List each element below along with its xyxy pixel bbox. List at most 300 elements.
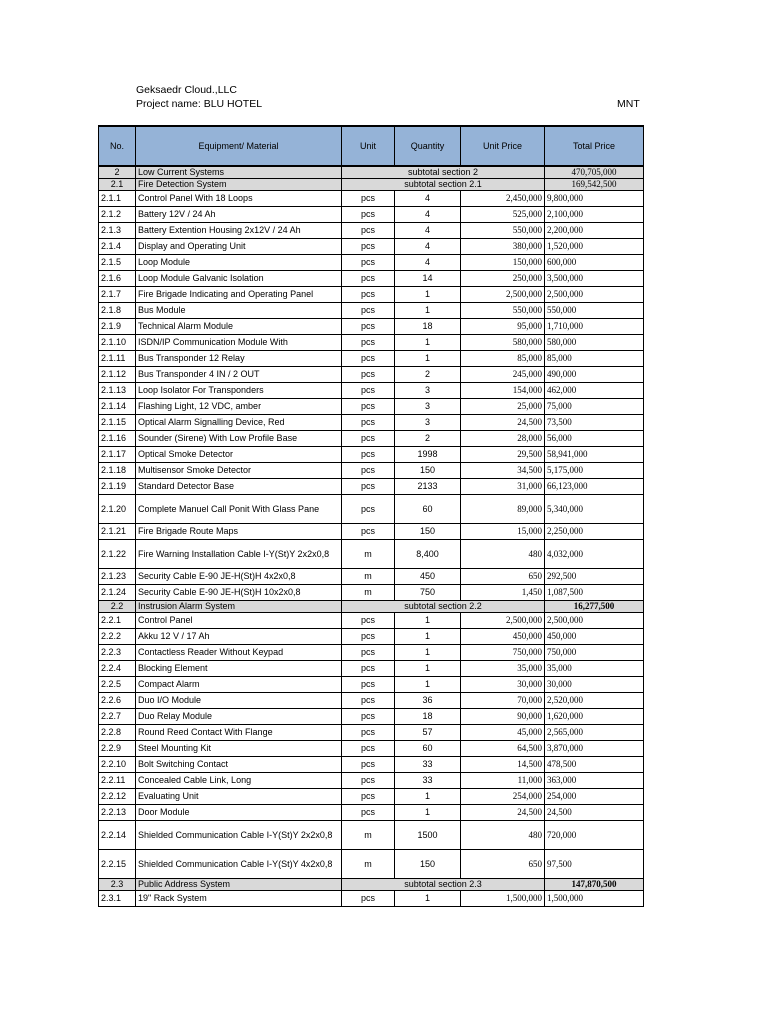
item-number: 2.1.14 — [99, 399, 136, 415]
item-total-price: 75,000 — [545, 399, 644, 415]
item-name: Contactless Reader Without Keypad — [136, 645, 342, 661]
subtotal-label: subtotal section 2.2 — [342, 601, 545, 613]
item-quantity: 2 — [395, 431, 461, 447]
company-name: Geksaedr Cloud.,LLC — [136, 84, 237, 96]
item-unit-price: 2,450,000 — [461, 191, 545, 207]
table-row — [99, 757, 644, 773]
table-row — [99, 850, 644, 879]
item-quantity: 450 — [395, 569, 461, 585]
table-row — [99, 741, 644, 757]
item-name: Bus Transponder 4 IN / 2 OUT — [136, 367, 342, 383]
item-unit-price: 550,000 — [461, 223, 545, 239]
item-total-price: 292,500 — [545, 569, 644, 585]
item-number: 2.1.1 — [99, 191, 136, 207]
item-unit: pcs — [342, 383, 395, 399]
item-number: 2.1.2 — [99, 207, 136, 223]
table-row — [99, 399, 644, 415]
table-row — [99, 629, 644, 645]
item-unit: pcs — [342, 223, 395, 239]
col-header-unit: Unit — [342, 126, 395, 166]
item-quantity: 150 — [395, 850, 461, 879]
item-name: Optical Smoke Detector — [136, 447, 342, 463]
item-number: 2.1.16 — [99, 431, 136, 447]
item-name: Control Panel With 18 Loops — [136, 191, 342, 207]
item-unit: pcs — [342, 805, 395, 821]
item-total-price: 580,000 — [545, 335, 644, 351]
item-number: 2.1.4 — [99, 239, 136, 255]
item-number: 2.1.19 — [99, 479, 136, 495]
item-unit-price: 154,000 — [461, 383, 545, 399]
item-number: 2.2.9 — [99, 741, 136, 757]
item-name: Evaluating Unit — [136, 789, 342, 805]
item-total-price: 2,200,000 — [545, 223, 644, 239]
item-unit: pcs — [342, 693, 395, 709]
item-unit: pcs — [342, 447, 395, 463]
item-number: 2.1.9 — [99, 319, 136, 335]
item-quantity: 1 — [395, 351, 461, 367]
table-row — [99, 271, 644, 287]
table-row — [99, 447, 644, 463]
table-row — [99, 335, 644, 351]
item-unit: pcs — [342, 757, 395, 773]
item-unit: pcs — [342, 891, 395, 907]
item-unit: pcs — [342, 645, 395, 661]
subtotal-label: subtotal section 2 — [342, 166, 545, 179]
item-unit: pcs — [342, 725, 395, 741]
col-header-total-price: Total Price — [545, 126, 644, 166]
table-row — [99, 495, 644, 524]
item-total-price: 73,500 — [545, 415, 644, 431]
subtotal-value: 16,277,500 — [545, 601, 644, 613]
section-number: 2.3 — [99, 879, 136, 891]
item-unit-price: 31,000 — [461, 479, 545, 495]
table-row — [99, 463, 644, 479]
item-total-price: 720,000 — [545, 821, 644, 850]
item-quantity: 150 — [395, 524, 461, 540]
item-unit: pcs — [342, 629, 395, 645]
item-total-price: 9,800,000 — [545, 191, 644, 207]
item-unit: pcs — [342, 741, 395, 757]
table-row — [99, 585, 644, 601]
item-unit: pcs — [342, 495, 395, 524]
item-number: 2.1.23 — [99, 569, 136, 585]
item-total-price: 2,250,000 — [545, 524, 644, 540]
item-unit: m — [342, 585, 395, 601]
item-unit: pcs — [342, 431, 395, 447]
section-row — [99, 879, 644, 891]
table-row — [99, 693, 644, 709]
item-unit: pcs — [342, 479, 395, 495]
item-quantity: 1 — [395, 287, 461, 303]
item-name: Round Reed Contact With Flange — [136, 725, 342, 741]
item-total-price: 56,000 — [545, 431, 644, 447]
item-unit: m — [342, 821, 395, 850]
table-row — [99, 805, 644, 821]
table-row — [99, 319, 644, 335]
item-number: 2.1.17 — [99, 447, 136, 463]
col-header-quantity: Quantity — [395, 126, 461, 166]
item-total-price: 66,123,000 — [545, 479, 644, 495]
item-unit: pcs — [342, 789, 395, 805]
item-unit: pcs — [342, 661, 395, 677]
item-unit-price: 95,000 — [461, 319, 545, 335]
item-unit-price: 450,000 — [461, 629, 545, 645]
item-unit-price: 1,450 — [461, 585, 545, 601]
item-unit: pcs — [342, 287, 395, 303]
item-number: 2.1.8 — [99, 303, 136, 319]
item-total-price: 478,500 — [545, 757, 644, 773]
table-row — [99, 677, 644, 693]
item-total-price: 5,175,000 — [545, 463, 644, 479]
item-total-price: 2,520,000 — [545, 693, 644, 709]
item-unit-price: 85,000 — [461, 351, 545, 367]
item-quantity: 2 — [395, 367, 461, 383]
item-name: Optical Alarm Signalling Device, Red — [136, 415, 342, 431]
item-unit: m — [342, 540, 395, 569]
item-total-price: 3,500,000 — [545, 271, 644, 287]
item-unit-price: 34,500 — [461, 463, 545, 479]
item-unit-price: 11,000 — [461, 773, 545, 789]
item-number: 2.1.21 — [99, 524, 136, 540]
item-number: 2.1.6 — [99, 271, 136, 287]
table-row — [99, 207, 644, 223]
item-unit: pcs — [342, 335, 395, 351]
item-unit: pcs — [342, 351, 395, 367]
item-total-price: 550,000 — [545, 303, 644, 319]
item-quantity: 4 — [395, 223, 461, 239]
item-name: Door Module — [136, 805, 342, 821]
item-quantity: 14 — [395, 271, 461, 287]
item-quantity: 8,400 — [395, 540, 461, 569]
item-number: 2.1.18 — [99, 463, 136, 479]
item-quantity: 750 — [395, 585, 461, 601]
item-number: 2.2.12 — [99, 789, 136, 805]
item-total-price: 3,870,000 — [545, 741, 644, 757]
item-name: Loop Module Galvanic Isolation — [136, 271, 342, 287]
subtotal-label: subtotal section 2.1 — [342, 179, 545, 191]
item-quantity: 1 — [395, 789, 461, 805]
item-name: Security Cable E-90 JE-H(St)H 4x2x0,8 — [136, 569, 342, 585]
item-name: Control Panel — [136, 613, 342, 629]
item-name: Battery 12V / 24 Ah — [136, 207, 342, 223]
table-row — [99, 789, 644, 805]
col-header-no: No. — [99, 126, 136, 166]
section-name: Instrusion Alarm System — [136, 601, 342, 613]
item-unit: pcs — [342, 399, 395, 415]
item-quantity: 1 — [395, 629, 461, 645]
item-unit-price: 89,000 — [461, 495, 545, 524]
table-row — [99, 645, 644, 661]
item-name: Shielded Communication Cable I-Y(St)Y 4x2x0,8 — [136, 850, 342, 879]
item-quantity: 2133 — [395, 479, 461, 495]
item-number: 2.2.7 — [99, 709, 136, 725]
table-row — [99, 479, 644, 495]
item-number: 2.2.2 — [99, 629, 136, 645]
item-quantity: 4 — [395, 191, 461, 207]
item-unit: pcs — [342, 613, 395, 629]
item-number: 2.1.22 — [99, 540, 136, 569]
item-unit-price: 525,000 — [461, 207, 545, 223]
item-unit-price: 480 — [461, 540, 545, 569]
item-number: 2.1.10 — [99, 335, 136, 351]
item-unit-price: 25,000 — [461, 399, 545, 415]
item-unit: pcs — [342, 415, 395, 431]
item-total-price: 1,710,000 — [545, 319, 644, 335]
item-number: 2.2.6 — [99, 693, 136, 709]
item-unit: pcs — [342, 463, 395, 479]
item-total-price: 85,000 — [545, 351, 644, 367]
item-name: Loop Isolator For Transponders — [136, 383, 342, 399]
item-quantity: 60 — [395, 495, 461, 524]
item-total-price: 2,565,000 — [545, 725, 644, 741]
item-unit-price: 250,000 — [461, 271, 545, 287]
item-unit: pcs — [342, 524, 395, 540]
item-number: 2.2.14 — [99, 821, 136, 850]
col-header-equipment: Equipment/ Material — [136, 126, 342, 166]
item-unit-price: 64,500 — [461, 741, 545, 757]
item-unit: pcs — [342, 677, 395, 693]
item-unit-price: 580,000 — [461, 335, 545, 351]
item-unit-price: 1,500,000 — [461, 891, 545, 907]
item-unit-price: 14,500 — [461, 757, 545, 773]
item-total-price: 363,000 — [545, 773, 644, 789]
item-name: Bolt Switching Contact — [136, 757, 342, 773]
item-number: 2.2.11 — [99, 773, 136, 789]
item-unit-price: 29,500 — [461, 447, 545, 463]
item-unit-price: 28,000 — [461, 431, 545, 447]
item-quantity: 3 — [395, 383, 461, 399]
item-name: Duo I/O Module — [136, 693, 342, 709]
item-name: 19" Rack System — [136, 891, 342, 907]
section-number: 2 — [99, 166, 136, 179]
table-row — [99, 613, 644, 629]
bill-of-quantities-table — [98, 125, 644, 907]
table-row — [99, 661, 644, 677]
item-name: Battery Extention Housing 2x12V / 24 Ah — [136, 223, 342, 239]
item-quantity: 1 — [395, 805, 461, 821]
table-row — [99, 351, 644, 367]
item-number: 2.2.5 — [99, 677, 136, 693]
table-row — [99, 709, 644, 725]
project-name: Project name: BLU HOTEL — [136, 98, 263, 110]
item-number: 2.2.1 — [99, 613, 136, 629]
table-row — [99, 303, 644, 319]
item-number: 2.2.15 — [99, 850, 136, 879]
item-total-price: 1,500,000 — [545, 891, 644, 907]
item-unit: pcs — [342, 709, 395, 725]
subtotal-value: 169,542,500 — [545, 179, 644, 191]
table-row — [99, 891, 644, 907]
item-quantity: 150 — [395, 463, 461, 479]
item-unit: pcs — [342, 367, 395, 383]
table-row — [99, 255, 644, 271]
subtotal-value: 470,705,000 — [545, 166, 644, 179]
item-total-price: 35,000 — [545, 661, 644, 677]
item-quantity: 3 — [395, 415, 461, 431]
item-quantity: 3 — [395, 399, 461, 415]
item-unit-price: 380,000 — [461, 239, 545, 255]
item-quantity: 1 — [395, 335, 461, 351]
section-row — [99, 166, 644, 179]
item-quantity: 4 — [395, 239, 461, 255]
item-unit-price: 90,000 — [461, 709, 545, 725]
item-quantity: 18 — [395, 709, 461, 725]
item-unit-price: 35,000 — [461, 661, 545, 677]
item-name: Blocking Element — [136, 661, 342, 677]
table-row — [99, 773, 644, 789]
item-unit-price: 2,500,000 — [461, 287, 545, 303]
subtotal-value: 147,870,500 — [545, 879, 644, 891]
item-total-price: 24,500 — [545, 805, 644, 821]
table-row — [99, 569, 644, 585]
table-row — [99, 725, 644, 741]
item-total-price: 462,000 — [545, 383, 644, 399]
item-name: Bus Transponder 12 Relay — [136, 351, 342, 367]
item-unit-price: 480 — [461, 821, 545, 850]
item-unit-price: 550,000 — [461, 303, 545, 319]
item-number: 2.1.13 — [99, 383, 136, 399]
table-row — [99, 524, 644, 540]
item-total-price: 1,520,000 — [545, 239, 644, 255]
table-body — [99, 166, 644, 907]
item-quantity: 1998 — [395, 447, 461, 463]
section-name: Fire Detection System — [136, 179, 342, 191]
item-unit-price: 650 — [461, 850, 545, 879]
item-quantity: 1 — [395, 645, 461, 661]
item-quantity: 1 — [395, 661, 461, 677]
item-unit-price: 2,500,000 — [461, 613, 545, 629]
section-number: 2.1 — [99, 179, 136, 191]
item-name: Standard Detector Base — [136, 479, 342, 495]
table-row — [99, 431, 644, 447]
item-quantity: 57 — [395, 725, 461, 741]
item-total-price: 30,000 — [545, 677, 644, 693]
table-row — [99, 415, 644, 431]
item-unit: pcs — [342, 191, 395, 207]
item-unit: pcs — [342, 207, 395, 223]
currency-label: MNT — [617, 98, 640, 110]
item-name: Loop Module — [136, 255, 342, 271]
section-row — [99, 601, 644, 613]
item-quantity: 1 — [395, 891, 461, 907]
item-name: Security Cable E-90 JE-H(St)H 10x2x0,8 — [136, 585, 342, 601]
subtotal-label: subtotal section 2.3 — [342, 879, 545, 891]
item-total-price: 490,000 — [545, 367, 644, 383]
item-quantity: 1 — [395, 677, 461, 693]
item-total-price: 1,620,000 — [545, 709, 644, 725]
item-name: Fire Brigade Indicating and Operating Panel — [136, 287, 342, 303]
item-unit-price: 15,000 — [461, 524, 545, 540]
item-number: 2.1.7 — [99, 287, 136, 303]
item-number: 2.3.1 — [99, 891, 136, 907]
section-name: Low Current Systems — [136, 166, 342, 179]
item-number: 2.2.13 — [99, 805, 136, 821]
table-row — [99, 287, 644, 303]
item-unit-price: 24,500 — [461, 415, 545, 431]
item-quantity: 1 — [395, 613, 461, 629]
item-number: 2.1.5 — [99, 255, 136, 271]
item-quantity: 33 — [395, 773, 461, 789]
item-total-price: 97,500 — [545, 850, 644, 879]
table-row — [99, 223, 644, 239]
item-name: Akku 12 V / 17 Ah — [136, 629, 342, 645]
item-total-price: 2,100,000 — [545, 207, 644, 223]
item-unit-price: 150,000 — [461, 255, 545, 271]
item-name: Steel Mounting Kit — [136, 741, 342, 757]
section-row — [99, 179, 644, 191]
item-number: 2.1.24 — [99, 585, 136, 601]
item-name: Multisensor Smoke Detector — [136, 463, 342, 479]
item-total-price: 254,000 — [545, 789, 644, 805]
table-row — [99, 367, 644, 383]
item-total-price: 2,500,000 — [545, 613, 644, 629]
item-unit: m — [342, 850, 395, 879]
item-number: 2.1.11 — [99, 351, 136, 367]
item-unit-price: 45,000 — [461, 725, 545, 741]
item-unit-price: 750,000 — [461, 645, 545, 661]
table-row — [99, 239, 644, 255]
item-total-price: 450,000 — [545, 629, 644, 645]
table-row — [99, 540, 644, 569]
item-total-price: 750,000 — [545, 645, 644, 661]
item-unit: pcs — [342, 239, 395, 255]
item-quantity: 60 — [395, 741, 461, 757]
item-number: 2.2.10 — [99, 757, 136, 773]
item-number: 2.2.4 — [99, 661, 136, 677]
item-name: Flashing Light, 12 VDC, amber — [136, 399, 342, 415]
item-total-price: 1,087,500 — [545, 585, 644, 601]
item-number: 2.2.3 — [99, 645, 136, 661]
table-row — [99, 191, 644, 207]
item-unit: pcs — [342, 303, 395, 319]
item-unit-price: 650 — [461, 569, 545, 585]
table-row — [99, 383, 644, 399]
item-unit-price: 254,000 — [461, 789, 545, 805]
item-quantity: 33 — [395, 757, 461, 773]
item-quantity: 18 — [395, 319, 461, 335]
item-number: 2.1.12 — [99, 367, 136, 383]
item-name: Fire Brigade Route Maps — [136, 524, 342, 540]
section-name: Public Address System — [136, 879, 342, 891]
item-name: Technical Alarm Module — [136, 319, 342, 335]
col-header-unit-price: Unit Price — [461, 126, 545, 166]
item-number: 2.1.20 — [99, 495, 136, 524]
item-total-price: 58,941,000 — [545, 447, 644, 463]
item-name: Sounder (Sirene) With Low Profile Base — [136, 431, 342, 447]
item-total-price: 5,340,000 — [545, 495, 644, 524]
item-unit: m — [342, 569, 395, 585]
item-total-price: 2,500,000 — [545, 287, 644, 303]
item-number: 2.1.15 — [99, 415, 136, 431]
item-name: Fire Warning Installation Cable I-Y(St)Y 2x2x0,8 — [136, 540, 342, 569]
item-quantity: 36 — [395, 693, 461, 709]
item-name: ISDN/IP Communication Module With — [136, 335, 342, 351]
item-unit: pcs — [342, 271, 395, 287]
item-name: Compact Alarm — [136, 677, 342, 693]
item-unit-price: 24,500 — [461, 805, 545, 821]
item-total-price: 4,032,000 — [545, 540, 644, 569]
item-name: Shielded Communication Cable I-Y(St)Y 2x2x0,8 — [136, 821, 342, 850]
item-quantity: 1 — [395, 303, 461, 319]
item-total-price: 600,000 — [545, 255, 644, 271]
item-unit-price: 70,000 — [461, 693, 545, 709]
item-unit: pcs — [342, 773, 395, 789]
item-name: Duo Relay Module — [136, 709, 342, 725]
item-name: Bus Module — [136, 303, 342, 319]
table-header-row — [99, 126, 644, 166]
table-row — [99, 821, 644, 850]
item-quantity: 1500 — [395, 821, 461, 850]
